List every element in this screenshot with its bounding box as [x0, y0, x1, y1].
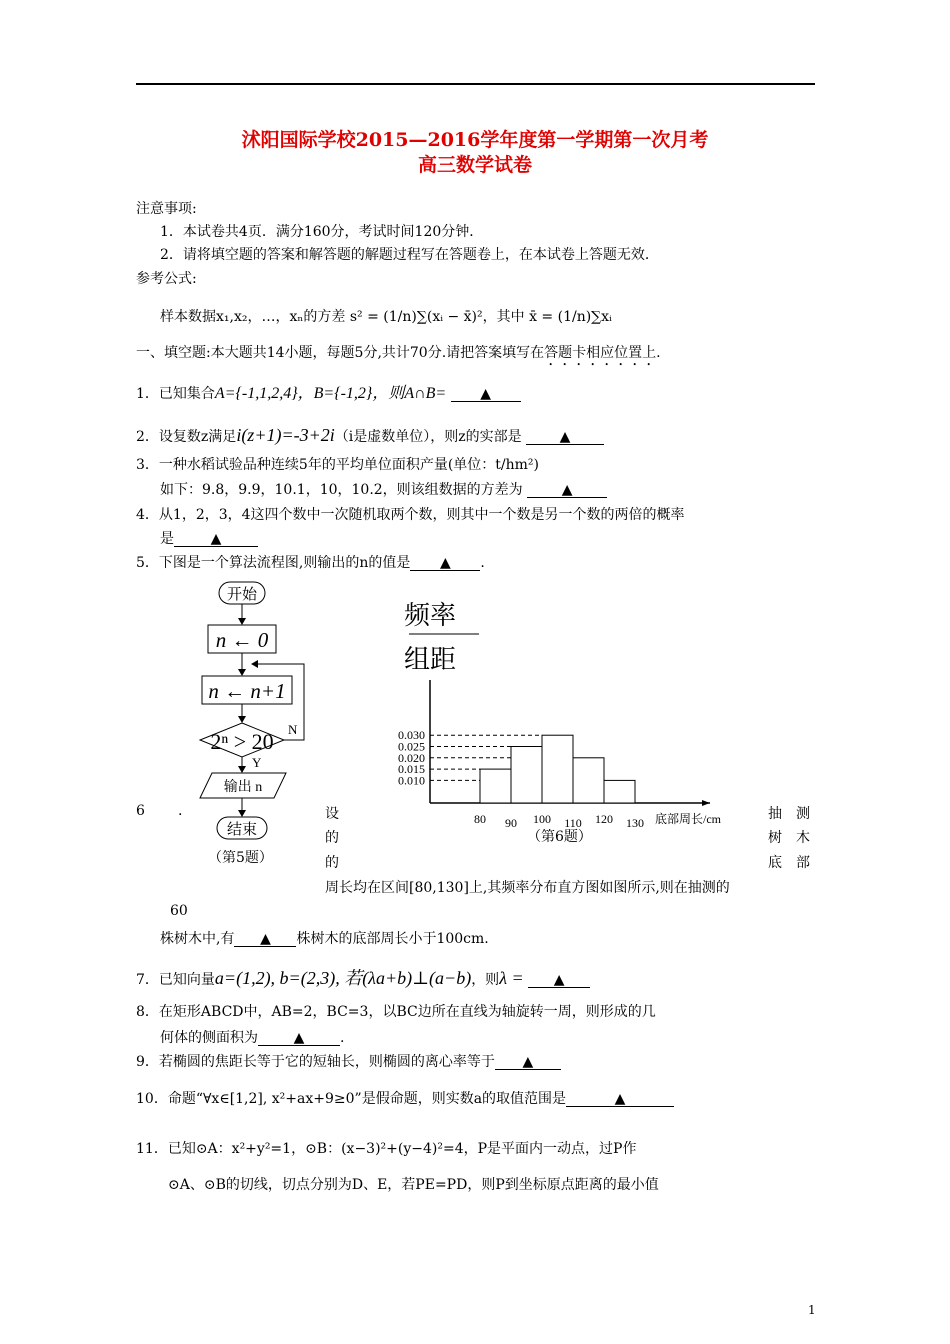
question-9	[136, 1051, 561, 1071]
exam-subtitle: 高三数学试卷	[417, 154, 532, 176]
notice-heading: 注意事项:	[136, 201, 197, 217]
q10-text: 命题“∀x∈[1,2], x²+ax+9≥0”是假命题，则实数a的取值范围是	[167, 1091, 567, 1107]
q7-number: 7．	[136, 972, 159, 988]
question-4-line2	[160, 528, 258, 548]
q2-math: i(z+1)=-3+2i	[236, 425, 335, 445]
q6-right-3: 底 部	[768, 855, 810, 871]
q6-answer-blank[interactable]	[234, 932, 296, 947]
q1-number: 1．	[136, 386, 159, 402]
question-11-line1	[136, 1138, 636, 1158]
q7-text-a: 已知向量	[158, 972, 215, 988]
y-tick-label: 0.025	[398, 739, 425, 754]
y-tick-label: 0.020	[398, 750, 425, 765]
x-tick-label: 110	[564, 816, 582, 830]
q4-line2: 是	[160, 531, 174, 547]
x-tick-label: 130	[626, 816, 644, 830]
x-tick-label: 90	[505, 816, 517, 830]
answer-triangle-icon: ▲	[210, 531, 222, 547]
histogram-bar	[511, 747, 542, 804]
question-8-line1	[136, 1001, 656, 1021]
q7-text-b: ，则	[471, 972, 500, 988]
x-axis-arrow	[702, 800, 710, 806]
init-label: n ← 0	[215, 628, 269, 652]
x-tick-label: 80	[474, 812, 486, 826]
q6-line-c-a: 株树木中,有	[160, 931, 235, 947]
no-label: N	[288, 722, 298, 737]
question-2	[136, 425, 604, 446]
section-intro-emphasis: 答题卡相应位置上	[544, 345, 657, 361]
answer-triangle-icon: ▲	[260, 931, 271, 947]
q6-line-a: 周长均在区间[80,130]上,其频率分布直方图如图所示,则在抽测的	[325, 880, 730, 896]
q8-line1: 在矩形ABCD中，AB=2，BC=3，以BC边所在直线为轴旋转一周，则形成的几	[158, 1004, 656, 1020]
x-tick-label: 120	[595, 812, 613, 826]
variance-formula: 样本数据x₁,x₂，…，xₙ的方差 s² = (1/n)∑(xᵢ − x̄)²，其中 x̄ = (1/n)∑xᵢ	[160, 309, 612, 325]
q4-number: 4．	[136, 507, 159, 523]
q6-dot: .	[178, 803, 183, 819]
notice-2: 2．请将填空题的答案和解答题的解题过程写在答题卷上，在本试卷上答题无效．	[160, 247, 659, 263]
answer-triangle-icon: ▲	[553, 972, 565, 988]
q3-answer-blank[interactable]	[527, 483, 607, 498]
q6-left-1: 设	[325, 806, 339, 822]
q3-number: 3．	[136, 457, 159, 473]
section-intro-text: 一、填空题:本大题共14小题，每题5分,共计70分.请把答案填写在	[136, 345, 545, 361]
q11-line2: ⊙A、⊙B的切线，切点分别为D、E，若PE=PD，则P到坐标原点距离的最小值	[168, 1177, 659, 1193]
end-label: 结束	[226, 822, 258, 838]
page-number: 1	[808, 1303, 816, 1317]
x-tick-label: 100	[533, 812, 551, 826]
question-3-line1	[136, 454, 539, 474]
q6-caption: （第6题）	[527, 829, 592, 845]
histogram-bar	[480, 769, 511, 803]
q6-line-c	[160, 928, 489, 948]
q6-right-2: 树 木	[768, 830, 810, 846]
question-3-line2	[160, 479, 607, 499]
step-label: n ← n+1	[208, 679, 286, 703]
answer-triangle-icon: ▲	[614, 1091, 626, 1107]
q6-left-3: 的	[325, 855, 339, 871]
q4-answer-blank[interactable]	[174, 532, 258, 547]
question-11-line2	[168, 1174, 659, 1194]
answer-triangle-icon: ▲	[561, 482, 573, 498]
q3-line2: 如下：9.8，9.9，10.1，10，10.2，则该组数据的方差为	[160, 482, 523, 498]
q7-math: a=(1,2), b=(2,3), 若(λa+b)⊥(a−b)	[214, 968, 472, 988]
histogram-bar	[604, 780, 635, 803]
question-10	[136, 1088, 674, 1108]
q2-answer-blank[interactable]	[526, 430, 604, 445]
q8-answer-blank[interactable]	[258, 1031, 340, 1046]
q7-answer-blank[interactable]	[528, 973, 590, 988]
y-tick-label: 0.010	[398, 773, 425, 788]
q8-line2: 何体的侧面积为	[160, 1030, 258, 1046]
q9-answer-blank[interactable]	[495, 1055, 561, 1070]
q6-left-2: 的	[325, 830, 339, 846]
answer-triangle-icon: ▲	[440, 555, 451, 571]
q10-answer-blank[interactable]	[566, 1092, 674, 1107]
answer-triangle-icon: ▲	[480, 386, 492, 402]
flowchart	[190, 578, 325, 868]
q6-number: 6	[136, 803, 145, 819]
x-axis-label: 底部周长/cm	[655, 812, 721, 826]
q9-number: 9．	[136, 1054, 159, 1070]
q1-math: A={-1,1,2,4}，B={-1,2}，则A∩B=	[214, 385, 447, 402]
q2-number: 2．	[136, 429, 159, 445]
q5-caption: （第5题）	[208, 850, 273, 866]
ylabel-numerator: 频率	[403, 601, 457, 630]
condition-label: 2ⁿ > 20	[210, 729, 274, 754]
q11-number: 11．	[136, 1141, 168, 1157]
q6-line-c-b: 株树木的底部周长小于100cm.	[296, 931, 489, 947]
q6-right-1: 抽 测	[768, 806, 810, 822]
exam-title: 沭阳国际学校2015—2016学年度第一学期第一次月考	[241, 129, 709, 151]
question-4-line1	[136, 504, 685, 524]
ylabel-denominator: 组距	[403, 645, 457, 674]
q5-answer-blank[interactable]	[410, 556, 480, 571]
yes-label: Y	[252, 755, 262, 770]
histogram-bar	[542, 735, 573, 803]
q7-math2: λ =	[499, 968, 524, 988]
q10-number: 10．	[136, 1091, 168, 1107]
histogram	[385, 590, 745, 840]
notice-1: 1．本试卷共4页．满分160分，考试时间120分钟．	[160, 224, 484, 240]
q6-line-b: 60	[170, 903, 188, 919]
histogram-bar	[573, 758, 604, 803]
answer-triangle-icon: ▲	[293, 1030, 305, 1046]
answer-triangle-icon: ▲	[522, 1054, 534, 1070]
q4-line1: 从1，2，3，4这四个数中一次随机取两个数，则其中一个数是另一个数的两倍的概率	[158, 507, 685, 523]
question-5: 5．下图是一个算法流程图,则输出的n的值是 ▲ .	[136, 555, 485, 571]
start-label: 开始	[226, 587, 258, 603]
q5-number: 5．	[136, 555, 159, 571]
q11-line1: 已知⊙A：x²+y²=1，⊙B：(x−3)²+(y−4)²=4，P是平面内一动点，过P作	[167, 1141, 637, 1157]
question-7	[136, 964, 590, 990]
q1-text: 已知集合	[158, 386, 215, 402]
q1-answer-blank[interactable]	[451, 387, 521, 402]
output-label: 输出 n	[223, 780, 263, 795]
q2-text-b: （i是虚数单位），则z的实部是	[334, 429, 522, 445]
q9-text: 若椭圆的焦距长等于它的短轴长，则椭圆的离心率等于	[158, 1054, 495, 1070]
q5-text: 下图是一个算法流程图,则输出的n的值是	[158, 555, 411, 571]
y-tick-label: 0.015	[398, 762, 425, 777]
question-1	[136, 380, 521, 403]
top-rule	[136, 83, 815, 85]
section-intro: 一、填空题:本大题共14小题，每题5分,共计70分.请把答案填写在答题卡相应位置上.	[136, 345, 661, 361]
answer-triangle-icon: ▲	[559, 429, 571, 445]
q3-line1: 一种水稻试验品种连续5年的平均单位面积产量(单位：t/hm²)	[158, 457, 539, 473]
q2-text-a: 设复数z满足	[158, 429, 237, 445]
formula-heading: 参考公式:	[136, 271, 197, 287]
q8-number: 8．	[136, 1004, 159, 1020]
y-tick-label: 0.030	[398, 728, 425, 743]
question-8-line2: 何体的侧面积为 ▲ .	[160, 1030, 345, 1046]
